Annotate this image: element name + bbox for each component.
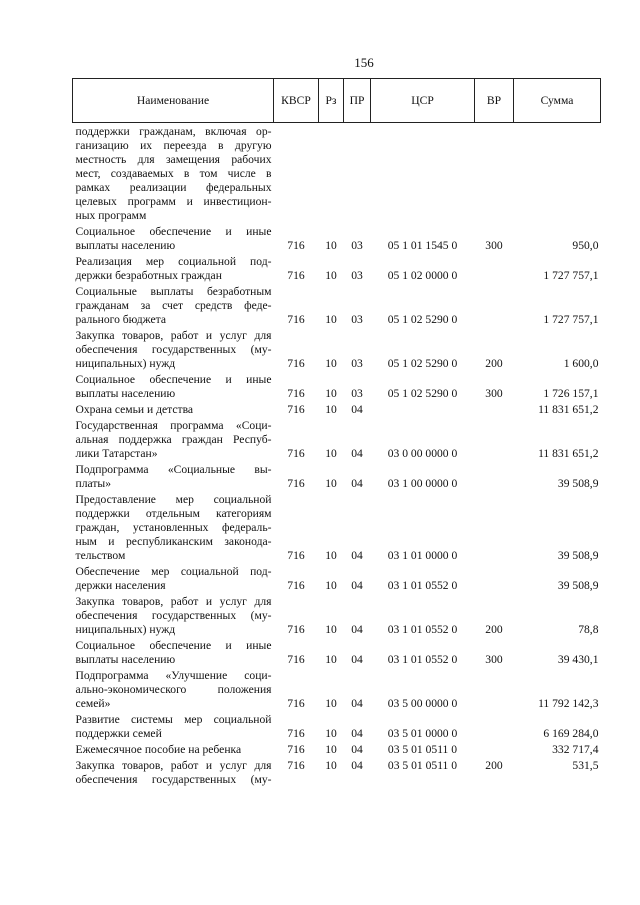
cell-sum: 39 508,9	[557, 549, 599, 562]
table-row	[73, 223, 601, 253]
cell-pr: 03	[351, 313, 363, 326]
cell-kvsr: 716	[287, 697, 305, 710]
cell-vr	[475, 563, 514, 593]
cell-csr: 03 0 00 0000 0	[387, 447, 458, 460]
cell-pr: 04	[351, 477, 363, 490]
cell-vr	[475, 711, 514, 741]
row-name-line: ниципальных) нужд	[75, 623, 176, 636]
cell-kvsr: 716	[287, 269, 305, 282]
header-sum: Сумма	[514, 79, 601, 123]
cell-csr: 05 1 02 5290 0	[387, 313, 458, 326]
header-rz: Рз	[319, 79, 344, 123]
row-name	[73, 371, 274, 401]
cell-rz: 10	[325, 579, 337, 592]
row-name-line: обеспечения государственных (му-	[75, 343, 272, 356]
cell-rz: 10	[325, 727, 337, 740]
header-name: Наименование	[73, 79, 274, 123]
row-name-line: мест, создаваемых в том числе в	[75, 167, 272, 180]
row-name-line: альная поддержка граждан Респуб-	[75, 433, 272, 446]
cell-csr: 03 1 01 0552 0	[387, 653, 458, 666]
table-row	[73, 461, 601, 491]
row-name-line: Реализация мер социальной под-	[75, 255, 272, 268]
row-name-line: выплаты населению	[75, 239, 176, 252]
row-name-line: ным и республиканским законода-	[75, 535, 272, 548]
cell-sum: 950,0	[572, 239, 599, 252]
row-name	[73, 637, 274, 667]
table-row	[73, 417, 601, 461]
row-name	[73, 593, 274, 637]
row-name-line: тельством	[75, 549, 126, 562]
cell-rz: 10	[325, 623, 337, 636]
header-vr: ВР	[475, 79, 514, 123]
row-name-line: Социальные выплаты безработным	[75, 285, 272, 298]
table-row	[73, 401, 601, 417]
cell-sum: 39 508,9	[557, 477, 599, 490]
table-row	[73, 711, 601, 741]
cell-pr	[344, 123, 371, 224]
cell-vr	[475, 461, 514, 491]
cell-kvsr: 716	[287, 579, 305, 592]
cell-csr: 05 1 02 0000 0	[387, 269, 458, 282]
cell-vr: 200	[485, 357, 503, 370]
row-name-line: обеспечения государственных (му-	[75, 609, 272, 622]
row-name-line: Социальное обеспечение и иные	[75, 225, 272, 238]
cell-csr: 05 1 02 5290 0	[387, 357, 458, 370]
row-name	[73, 253, 274, 283]
cell-kvsr	[274, 123, 319, 224]
cell-csr: 03 1 00 0000 0	[387, 477, 458, 490]
cell-csr: 03 5 01 0511 0	[387, 743, 458, 756]
cell-sum: 6 169 284,0	[543, 727, 599, 740]
table-row	[73, 123, 601, 224]
cell-pr: 04	[351, 623, 363, 636]
row-name-line: рамках реализации федеральных	[75, 181, 272, 194]
row-name	[73, 563, 274, 593]
cell-kvsr: 716	[287, 477, 305, 490]
cell-csr: 03 5 01 0000 0	[387, 727, 458, 740]
cell-rz: 10	[325, 313, 337, 326]
cell-sum: 531,5	[572, 759, 599, 772]
cell-kvsr: 716	[287, 387, 305, 400]
cell-pr: 03	[351, 269, 363, 282]
cell-vr	[475, 123, 514, 224]
row-name-line: Закупка товаров, работ и услуг для	[75, 595, 272, 608]
cell-rz: 10	[325, 759, 337, 772]
header-csr: ЦСР	[371, 79, 475, 123]
cell-pr: 04	[351, 743, 363, 756]
row-name-line: выплаты населению	[75, 653, 176, 666]
table-row	[73, 491, 601, 563]
row-name-line: обеспечения государственных (му-	[75, 773, 272, 786]
row-name-line: ниципальных) нужд	[75, 357, 176, 370]
row-name-line: целевых программ и инвестицион-	[75, 195, 272, 208]
row-name	[73, 123, 274, 224]
cell-kvsr: 716	[287, 727, 305, 740]
cell-csr: 05 1 01 1545 0	[387, 239, 458, 252]
cell-sum: 1 726 157,1	[543, 387, 599, 400]
cell-kvsr: 716	[287, 403, 305, 416]
cell-vr	[475, 253, 514, 283]
cell-kvsr: 716	[287, 357, 305, 370]
row-name-line: поддержки отдельным категориям	[75, 507, 272, 520]
cell-sum: 11 792 142,3	[538, 697, 599, 710]
cell-pr: 03	[351, 357, 363, 370]
cell-rz	[319, 123, 344, 224]
table-row	[73, 593, 601, 637]
cell-csr: 03 1 01 0000 0	[387, 549, 458, 562]
cell-pr: 04	[351, 579, 363, 592]
row-name	[73, 711, 274, 741]
row-name-line: граждан, установленных федераль-	[75, 521, 272, 534]
budget-table	[72, 78, 601, 787]
cell-vr: 300	[485, 239, 503, 252]
row-name	[73, 667, 274, 711]
cell-csr: 03 5 01 0511 0	[387, 759, 458, 772]
cell-vr	[475, 283, 514, 327]
cell-rz: 10	[325, 697, 337, 710]
table-row	[73, 563, 601, 593]
cell-sum: 332 717,4	[552, 743, 599, 756]
cell-rz: 10	[325, 387, 337, 400]
cell-rz: 10	[325, 653, 337, 666]
cell-pr: 04	[351, 549, 363, 562]
row-name-line: Обеспечение мер социальной под-	[75, 565, 272, 578]
row-name-line: ных программ	[75, 209, 147, 222]
table-row	[73, 757, 601, 787]
cell-vr: 300	[485, 387, 503, 400]
cell-csr: 03 5 00 0000 0	[387, 697, 458, 710]
cell-sum: 1 727 757,1	[543, 313, 599, 326]
row-name	[73, 327, 274, 371]
row-name-line: Социальное обеспечение и иные	[75, 373, 272, 386]
cell-sum: 78,8	[578, 623, 599, 636]
table-row	[73, 283, 601, 327]
cell-rz: 10	[325, 403, 337, 416]
cell-rz: 10	[325, 549, 337, 562]
cell-vr: 300	[485, 653, 503, 666]
row-name-line: Подпрограмма «Улучшение соци-	[75, 669, 272, 682]
cell-vr	[475, 741, 514, 757]
table-row	[73, 327, 601, 371]
cell-csr	[371, 401, 475, 417]
cell-sum: 1 727 757,1	[543, 269, 599, 282]
cell-kvsr: 716	[287, 313, 305, 326]
cell-pr: 03	[351, 239, 363, 252]
table-header	[73, 79, 601, 123]
row-name-line: выплаты населению	[75, 387, 176, 400]
row-name-line: Ежемесячное пособие на ребенка	[75, 743, 242, 756]
header-pr: ПР	[344, 79, 371, 123]
cell-csr: 05 1 02 5290 0	[387, 387, 458, 400]
row-name-line: Закупка товаров, работ и услуг для	[75, 759, 272, 772]
cell-kvsr: 716	[287, 623, 305, 636]
row-name	[73, 757, 274, 787]
row-name-line: Охрана семьи и детства	[75, 403, 194, 416]
cell-vr	[475, 491, 514, 563]
cell-pr: 04	[351, 727, 363, 740]
row-name-line: семей»	[75, 697, 111, 710]
cell-pr: 03	[351, 387, 363, 400]
cell-rz: 10	[325, 357, 337, 370]
row-name-line: ганизацию их переезда в другую	[75, 139, 272, 152]
cell-rz: 10	[325, 269, 337, 282]
row-name-line: местность для замещения рабочих	[75, 153, 272, 166]
row-name	[73, 223, 274, 253]
cell-sum: 11 831 651,2	[538, 403, 599, 416]
row-name-line: платы»	[75, 477, 111, 490]
cell-pr: 04	[351, 759, 363, 772]
table-row	[73, 667, 601, 711]
cell-pr: 04	[351, 403, 363, 416]
cell-rz: 10	[325, 447, 337, 460]
cell-pr: 04	[351, 697, 363, 710]
cell-rz: 10	[325, 477, 337, 490]
cell-sum	[514, 123, 601, 224]
cell-vr: 200	[485, 759, 503, 772]
cell-vr: 200	[485, 623, 503, 636]
cell-sum: 1 600,0	[563, 357, 599, 370]
row-name	[73, 741, 274, 757]
cell-kvsr: 716	[287, 447, 305, 460]
row-name-line: поддержки семей	[75, 727, 162, 740]
cell-sum: 11 831 651,2	[538, 447, 599, 460]
cell-sum: 39 508,9	[557, 579, 599, 592]
row-name-line: ально-экономического положения	[75, 683, 272, 696]
cell-vr	[475, 417, 514, 461]
row-name-line: Социальное обеспечение и иные	[75, 639, 272, 652]
row-name-line: рального бюджета	[75, 313, 167, 326]
row-name	[73, 461, 274, 491]
row-name-line: держки безработных граждан	[75, 269, 222, 282]
row-name-line: Закупка товаров, работ и услуг для	[75, 329, 272, 342]
cell-kvsr: 716	[287, 653, 305, 666]
row-name	[73, 491, 274, 563]
row-name-line: Государственная программа «Соци-	[75, 419, 272, 432]
cell-csr: 03 1 01 0552 0	[387, 579, 458, 592]
cell-rz: 10	[325, 239, 337, 252]
row-name	[73, 417, 274, 461]
cell-kvsr: 716	[287, 239, 305, 252]
cell-vr	[475, 401, 514, 417]
cell-kvsr: 716	[287, 759, 305, 772]
cell-pr: 04	[351, 447, 363, 460]
cell-kvsr: 716	[287, 743, 305, 756]
header-kvsr: КВСР	[274, 79, 319, 123]
cell-csr: 03 1 01 0552 0	[387, 623, 458, 636]
page-number: 156	[354, 55, 374, 70]
row-name-line: Развитие системы мер социальной	[75, 713, 272, 726]
cell-pr: 04	[351, 653, 363, 666]
table-row	[73, 741, 601, 757]
row-name-line: Предоставление мер социальной	[75, 493, 272, 506]
table-row	[73, 253, 601, 283]
cell-sum: 39 430,1	[557, 653, 599, 666]
row-name-line: держки населения	[75, 579, 166, 592]
row-name-line: поддержки гражданам, включая ор-	[75, 125, 272, 138]
table-row	[73, 637, 601, 667]
row-name-line: лики Татарстан»	[75, 447, 158, 460]
row-name-line: гражданам за счет средств феде-	[75, 299, 272, 312]
row-name	[73, 401, 274, 417]
cell-csr	[371, 123, 475, 224]
cell-vr	[475, 667, 514, 711]
row-name	[73, 283, 274, 327]
cell-kvsr: 716	[287, 549, 305, 562]
row-name-line: Подпрограмма «Социальные вы-	[75, 463, 272, 476]
table-row	[73, 371, 601, 401]
cell-rz: 10	[325, 743, 337, 756]
